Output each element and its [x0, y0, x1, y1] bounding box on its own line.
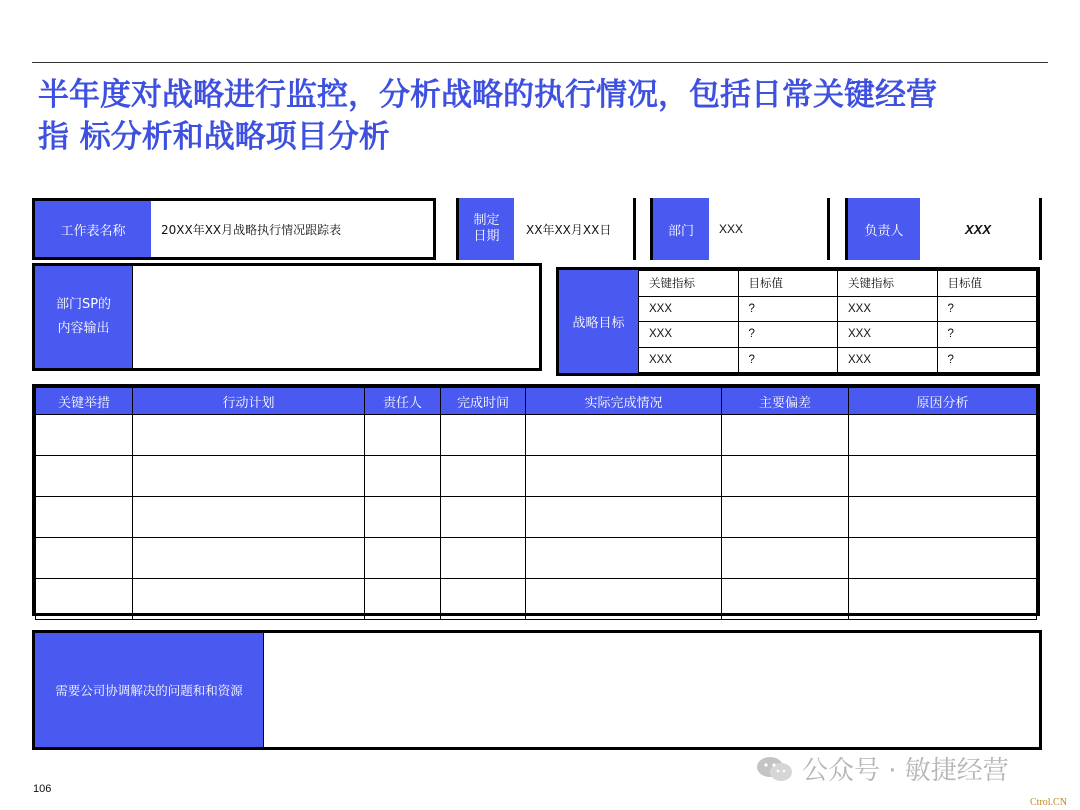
watermark	[756, 750, 1009, 787]
dept-sp-box	[32, 263, 542, 371]
owner-box	[845, 198, 1042, 260]
table-cell[interactable]	[849, 497, 1037, 538]
table-cell[interactable]	[36, 497, 133, 538]
goals-cell[interactable]: ?	[738, 322, 838, 348]
table-cell[interactable]	[441, 456, 526, 497]
strategic-goals-box	[556, 267, 1040, 376]
dept-sp-content[interactable]	[132, 266, 539, 368]
table-cell[interactable]	[722, 497, 849, 538]
table-cell[interactable]	[36, 538, 133, 579]
table-cell[interactable]	[365, 579, 441, 620]
table-cell[interactable]	[849, 456, 1037, 497]
goals-cell[interactable]: XXX	[639, 296, 739, 322]
title-line-2: 指 标分析和战略项目分析	[38, 119, 390, 155]
dept-box	[650, 198, 830, 260]
date-label-line-1: 制定	[473, 213, 500, 228]
table-cell[interactable]	[722, 456, 849, 497]
date-box	[456, 198, 636, 260]
goals-header-cell: 目标值	[738, 271, 838, 297]
table-cell[interactable]	[849, 415, 1037, 456]
table-cell[interactable]	[849, 538, 1037, 579]
table-cell[interactable]	[526, 497, 722, 538]
col-header-action-plan: 行动计划	[133, 388, 365, 415]
goals-cell[interactable]: XXX	[838, 322, 938, 348]
goals-cell[interactable]: XXX	[639, 322, 739, 348]
goals-header-row	[639, 271, 1037, 297]
table-cell[interactable]	[133, 497, 365, 538]
goals-cell[interactable]: XXX	[639, 347, 739, 373]
table-cell[interactable]	[849, 579, 1037, 620]
goals-table-wrap	[638, 270, 1037, 373]
dept-sp-label-line-1: 部门SP的	[55, 297, 112, 312]
table-cell[interactable]	[133, 538, 365, 579]
table-cell[interactable]	[526, 579, 722, 620]
dept-sp-label-line-2: 内容输出	[57, 321, 110, 336]
col-header-completion-time: 完成时间	[441, 388, 526, 415]
dept-value[interactable]: XXX	[719, 222, 744, 236]
page-title	[38, 74, 1038, 158]
table-cell[interactable]	[133, 456, 365, 497]
wechat-icon	[756, 756, 794, 782]
table-cell[interactable]	[36, 415, 133, 456]
action-table-box	[32, 384, 1040, 616]
table-cell[interactable]	[133, 579, 365, 620]
title-line-1: 半年度对战略进行监控，分析战略的执行情况，包括日常关键经营	[38, 77, 937, 113]
dept-label: 部门	[653, 198, 709, 260]
goals-cell[interactable]: ?	[937, 296, 1037, 322]
sheet-name-box	[32, 198, 436, 260]
table-cell[interactable]	[365, 538, 441, 579]
table-cell[interactable]	[36, 456, 133, 497]
goals-cell[interactable]: ?	[937, 347, 1037, 373]
table-row	[36, 579, 1037, 620]
dept-sp-label	[35, 266, 132, 368]
goals-header-cell: 关键指标	[639, 271, 739, 297]
table-cell[interactable]	[133, 415, 365, 456]
table-cell[interactable]	[365, 497, 441, 538]
goals-cell[interactable]: XXX	[838, 296, 938, 322]
table-cell[interactable]	[722, 415, 849, 456]
col-header-key-measures: 关键举措	[36, 388, 133, 415]
coordination-issues-box	[32, 630, 1042, 750]
table-cell[interactable]	[441, 579, 526, 620]
goals-header-cell: 目标值	[937, 271, 1037, 297]
table-cell[interactable]	[526, 538, 722, 579]
col-header-owner: 责任人	[365, 388, 441, 415]
col-header-main-deviation: 主要偏差	[722, 388, 849, 415]
table-row	[36, 415, 1037, 456]
action-header-row	[36, 388, 1037, 415]
col-header-actual-status: 实际完成情况	[526, 388, 722, 415]
table-cell[interactable]	[441, 538, 526, 579]
col-header-cause-analysis: 原因分析	[849, 388, 1037, 415]
page-number: 106	[33, 783, 52, 795]
goals-table	[638, 270, 1037, 373]
sheet-name-value[interactable]: 20XX年XX月战略执行情况跟踪表	[161, 222, 342, 237]
table-cell[interactable]	[441, 497, 526, 538]
coordination-issues-label: 需要公司协调解决的问题和和资源	[35, 633, 263, 747]
goals-row	[639, 322, 1037, 348]
goals-row	[639, 347, 1037, 373]
table-cell[interactable]	[365, 415, 441, 456]
table-row	[36, 538, 1037, 579]
table-cell[interactable]	[722, 538, 849, 579]
corner-mark: Ctrol.CN	[1030, 797, 1067, 808]
table-cell[interactable]	[441, 415, 526, 456]
table-row	[36, 456, 1037, 497]
sheet-name-label: 工作表名称	[35, 201, 151, 257]
date-label	[459, 198, 514, 260]
owner-label: 负责人	[848, 198, 920, 260]
date-label-line-2: 日期	[473, 229, 500, 244]
coordination-issues-content[interactable]	[263, 633, 1039, 747]
strategic-goals-label: 战略目标	[559, 270, 638, 373]
top-rule	[32, 62, 1048, 63]
watermark-text: 公众号 · 敏捷经营	[802, 756, 1009, 786]
table-cell[interactable]	[722, 579, 849, 620]
action-table	[35, 387, 1037, 620]
date-value[interactable]: XX年XX月XX日	[526, 222, 612, 237]
table-row	[36, 497, 1037, 538]
table-cell[interactable]	[365, 456, 441, 497]
table-cell[interactable]	[526, 415, 722, 456]
goals-cell[interactable]: ?	[738, 347, 838, 373]
table-cell[interactable]	[36, 579, 133, 620]
goals-cell[interactable]: ?	[937, 322, 1037, 348]
goals-cell[interactable]: XXX	[838, 347, 938, 373]
table-cell[interactable]	[526, 456, 722, 497]
goals-header-cell: 关键指标	[838, 271, 938, 297]
goals-cell[interactable]: ?	[738, 296, 838, 322]
goals-row	[639, 296, 1037, 322]
owner-value[interactable]: XXX	[964, 221, 991, 237]
